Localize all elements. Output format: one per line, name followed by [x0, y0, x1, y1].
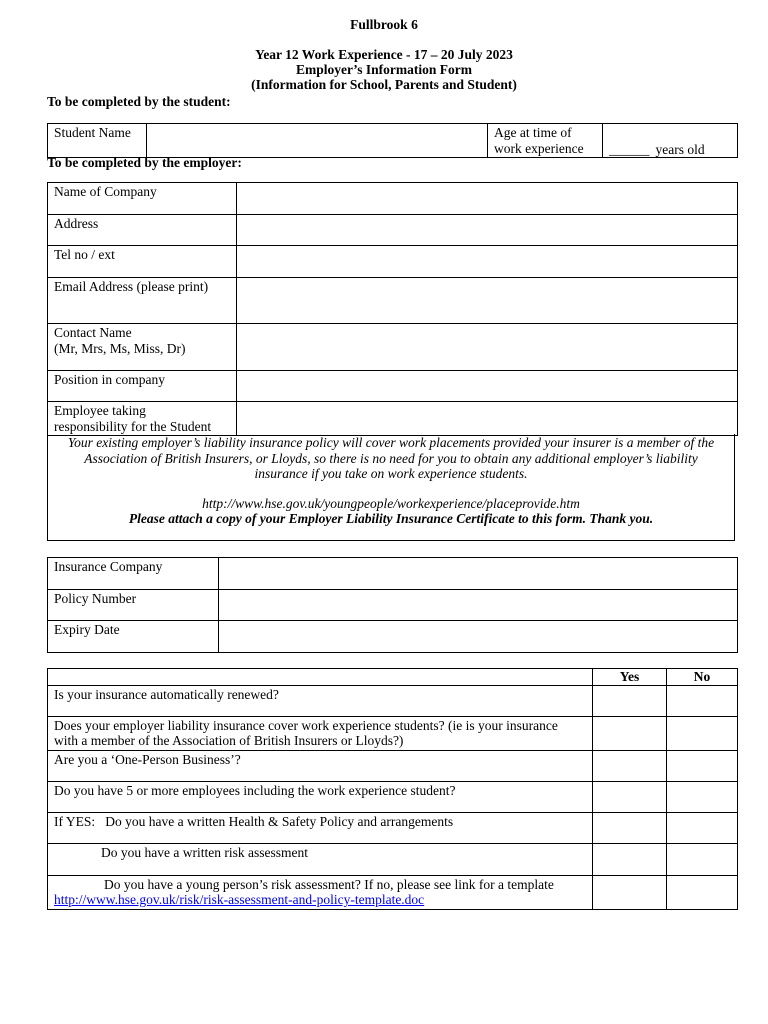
risk-template-link[interactable]: http://www.hse.gov.uk/risk/risk-assessment-and-policy-template.doc [54, 892, 425, 907]
answer-yes-checkbox[interactable] [593, 875, 667, 909]
answer-yes-checkbox[interactable] [593, 843, 667, 875]
expiry-date-label: Expiry Date [48, 621, 219, 653]
answer-yes-checkbox[interactable] [593, 812, 667, 843]
policy-number-field[interactable] [219, 590, 738, 621]
student-name-label: Student Name [48, 124, 147, 158]
position-field[interactable] [237, 371, 738, 402]
age-field[interactable] [603, 124, 738, 158]
contact-name-label [48, 324, 237, 371]
years-old-label: years old [655, 141, 705, 157]
answer-yes-checkbox[interactable] [593, 750, 667, 781]
age-label-line1: Age at time of [494, 125, 572, 140]
answer-no-checkbox[interactable] [667, 843, 738, 875]
school-name: Fullbrook 6 [350, 17, 418, 32]
question-young-person-text: Do you have a young person’s risk assessment? If no, please see link for a template [104, 876, 554, 892]
email-label: Email Address (please print) [48, 278, 237, 324]
yes-column-header: Yes [593, 669, 667, 686]
form-title-line3: (Information for School, Parents and Student) [251, 77, 517, 92]
contact-name-field[interactable] [237, 324, 738, 371]
age-blank: ______ [609, 141, 650, 157]
email-field[interactable] [237, 278, 738, 324]
question-one-person-business: Are you a ‘One-Person Business’? [48, 750, 593, 781]
student-name-field[interactable] [147, 124, 488, 158]
answer-yes-checkbox[interactable] [593, 716, 667, 750]
age-label [488, 124, 603, 158]
question-health-safety-policy: If YES: Do you have a written Health & Safety Policy and arrangements [48, 812, 593, 843]
insurance-table [47, 557, 738, 653]
insurance-company-field[interactable] [219, 558, 738, 590]
position-label: Position in company [48, 371, 237, 402]
tel-field[interactable] [237, 246, 738, 278]
employer-section-heading: To be completed by the employer: [47, 155, 242, 170]
answer-yes-checkbox[interactable] [593, 685, 667, 716]
contact-name-label-line1: Contact Name [54, 325, 132, 340]
attach-certificate-note: Please attach a copy of your Employer Liability Insurance Certificate to this form. Thank you. [128, 511, 654, 526]
contact-name-label-line2: (Mr, Mrs, Ms, Miss, Dr) [54, 340, 186, 356]
no-column-header: No [667, 669, 738, 686]
company-name-label: Name of Company [48, 183, 237, 215]
responsible-employee-label-line2: responsibility for the Student [54, 418, 212, 434]
question-five-employees: Do you have 5 or more employees including the work experience student? [48, 781, 593, 812]
questions-header-blank [48, 669, 593, 686]
form-title-line2: Employer’s Information Form [296, 62, 472, 77]
policy-number-label: Policy Number [48, 590, 219, 621]
answer-no-checkbox[interactable] [667, 875, 738, 909]
questions-table [47, 668, 738, 910]
insurance-notice-url: http://www.hse.gov.uk/youngpeople/workexperience/placeprovide.htm [202, 495, 580, 511]
responsible-employee-label [48, 402, 237, 436]
age-label-line2: work experience [494, 140, 584, 156]
address-label: Address [48, 215, 237, 246]
employer-table [47, 182, 738, 436]
question-young-person-risk-assessment [48, 875, 593, 909]
insurance-notice-text: Your existing employer’s liability insurance policy will cover work placements provided your insurer is a member of the Association of British Insurers, or Lloyds, so there is no need for you to obtain any additional employer’s liability insurance if you take on work experience students. [67, 435, 715, 481]
expiry-date-field[interactable] [219, 621, 738, 653]
student-table [47, 123, 738, 158]
form-title-line1: Year 12 Work Experience - 17 – 20 July 2023 [255, 47, 513, 62]
student-section-heading: To be completed by the student: [47, 94, 231, 109]
insurance-notice [47, 434, 735, 541]
tel-label: Tel no / ext [48, 246, 237, 278]
question-auto-renewed: Is your insurance automatically renewed? [48, 685, 593, 716]
insurance-company-label: Insurance Company [48, 558, 219, 590]
answer-no-checkbox[interactable] [667, 812, 738, 843]
question-covers-students-line1: Does your employer liability insurance cover work experience students? (ie is your insurance [54, 717, 558, 733]
question-covers-students-line2: with a member of the Association of British Insurers or Lloyds?) [54, 733, 404, 748]
answer-yes-checkbox[interactable] [593, 781, 667, 812]
answer-no-checkbox[interactable] [667, 750, 738, 781]
answer-no-checkbox[interactable] [667, 716, 738, 750]
responsible-employee-label-line1: Employee taking [54, 403, 146, 418]
company-name-field[interactable] [237, 183, 738, 215]
responsible-employee-field[interactable] [237, 402, 738, 436]
question-risk-assessment: Do you have a written risk assessment [48, 843, 593, 875]
question-covers-students [48, 716, 593, 750]
answer-no-checkbox[interactable] [667, 781, 738, 812]
address-field[interactable] [237, 215, 738, 246]
answer-no-checkbox[interactable] [667, 685, 738, 716]
